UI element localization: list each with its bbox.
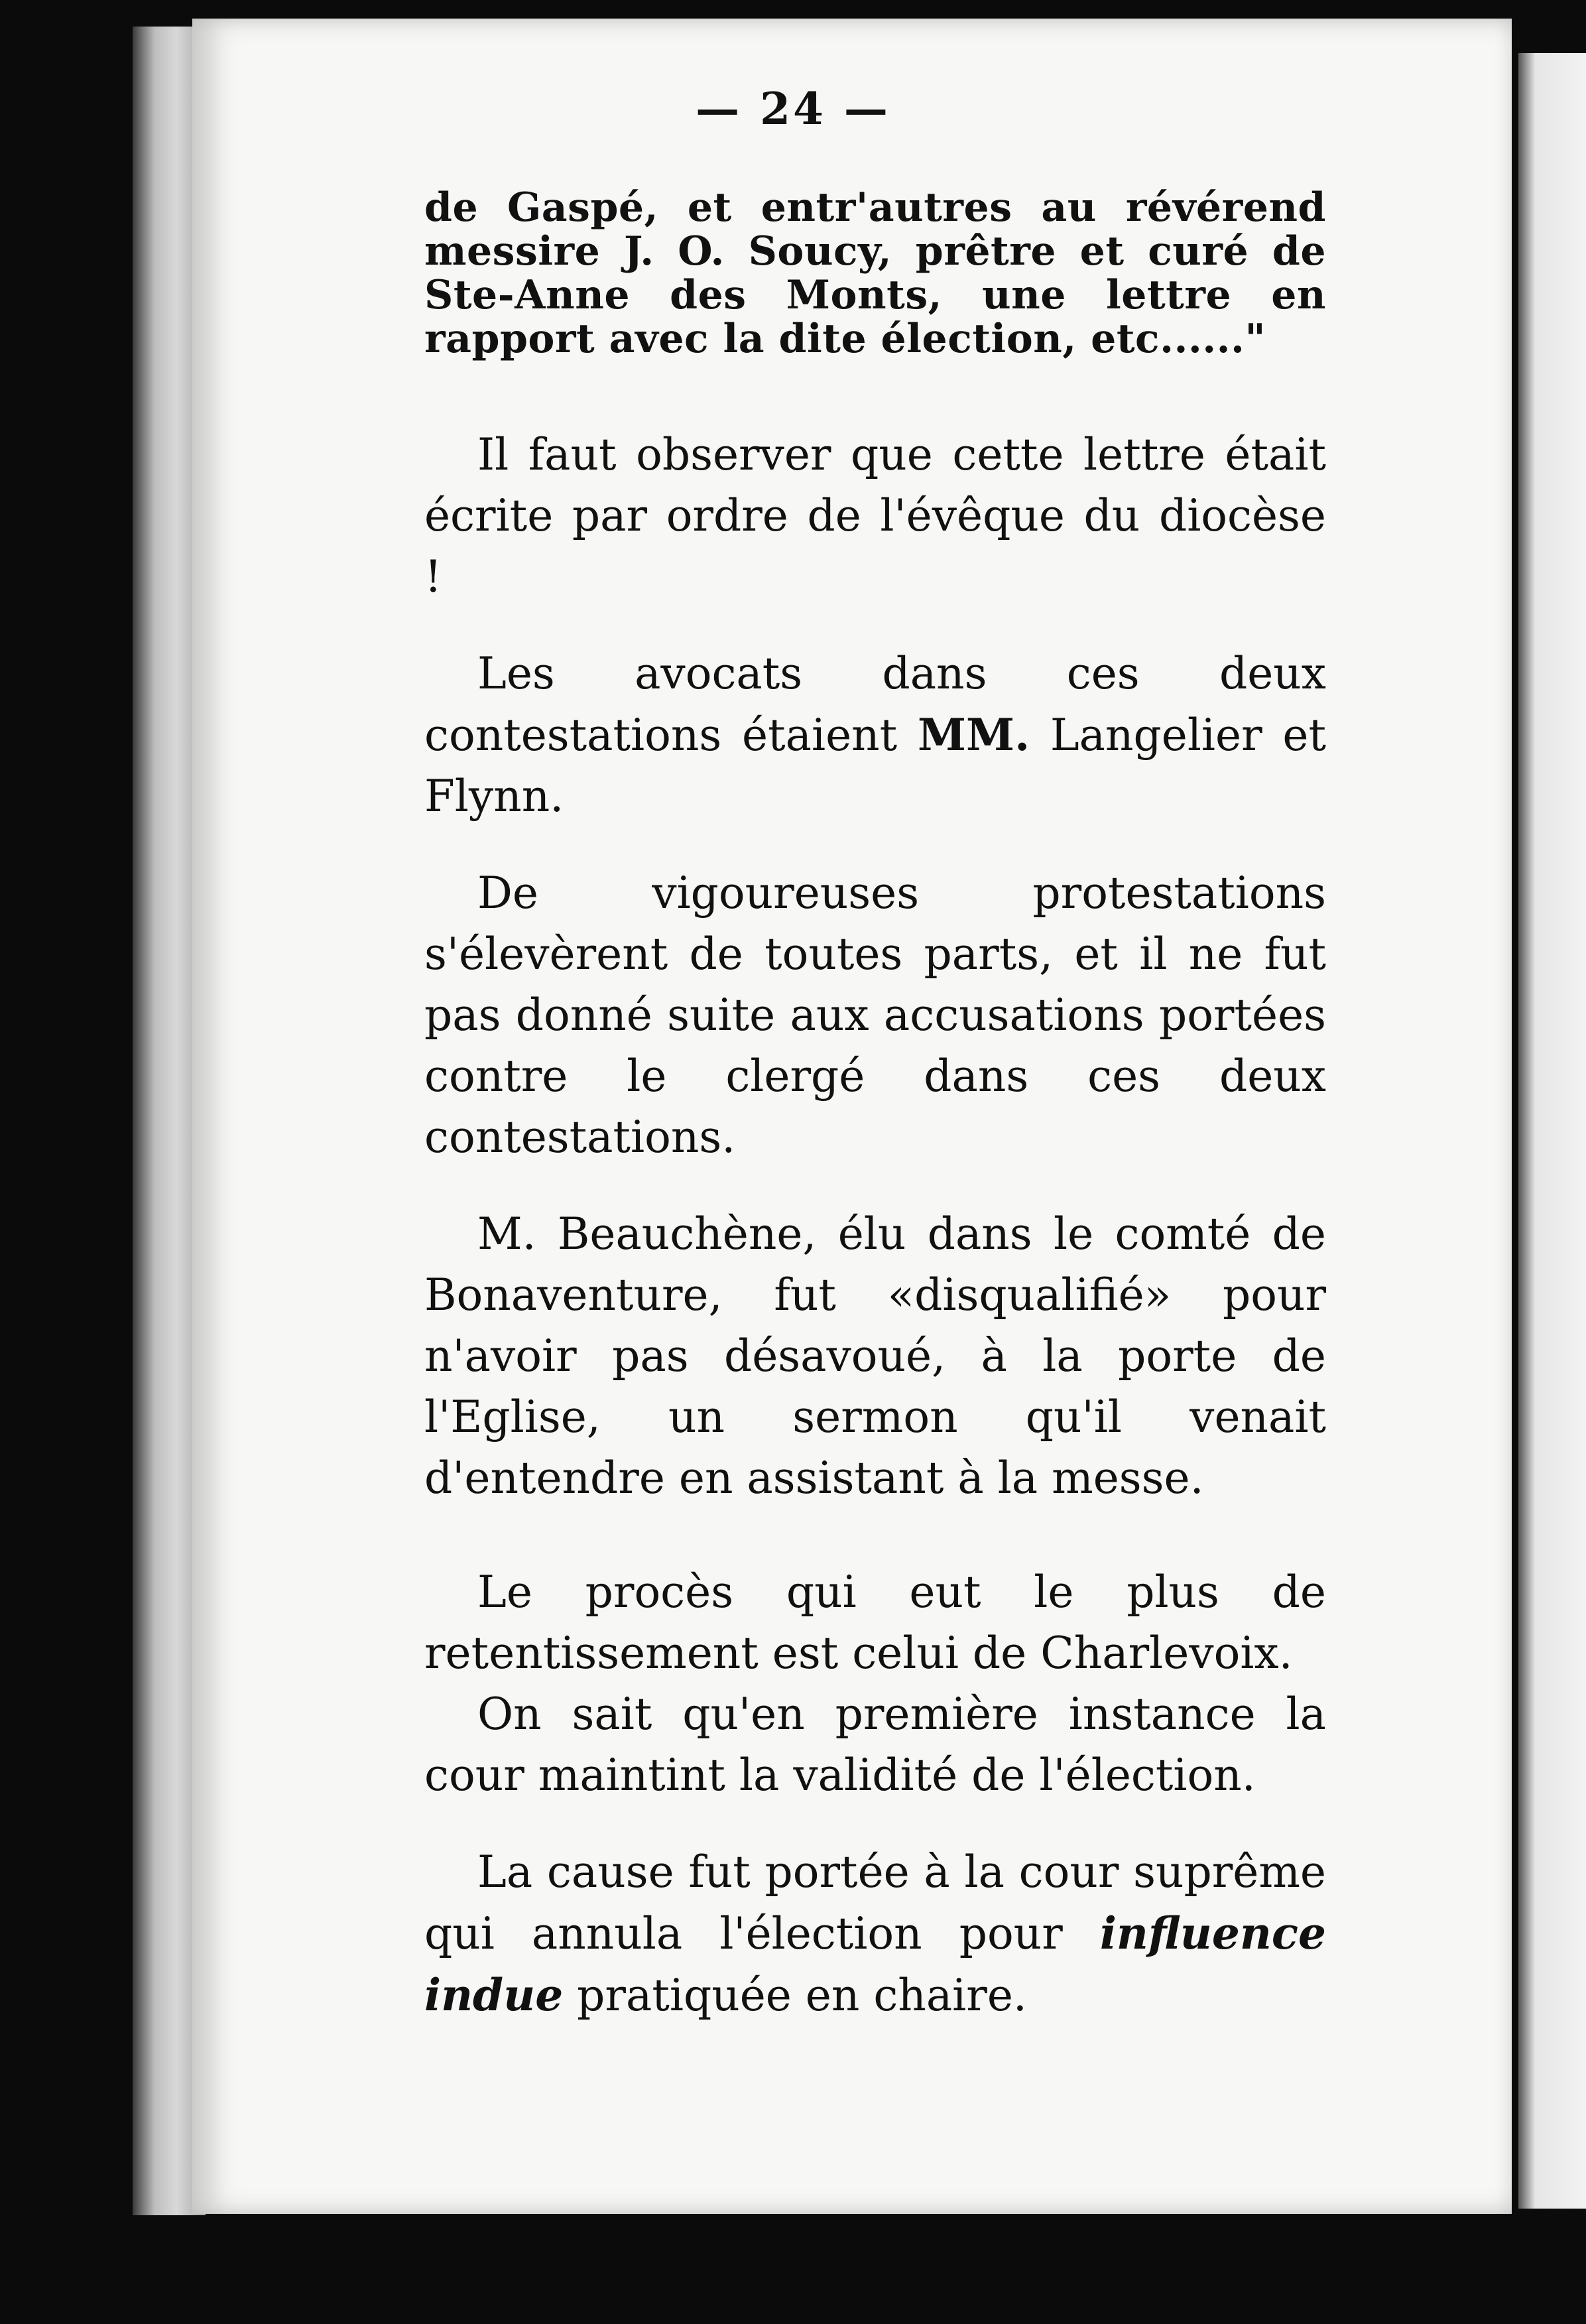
paragraph-2-part-c: Langelier et Flynn. xyxy=(424,710,1326,822)
paragraph-1-text: Il faut observer que cette lettre était écrite par ordre de l'évêque du diocèse ! xyxy=(424,429,1326,602)
paragraph-5 xyxy=(424,1562,1326,1684)
paragraph-2-part-a: Les avocats dans ces deux contestations étaient xyxy=(424,648,1326,761)
facing-page-edge xyxy=(1518,53,1586,2209)
page-number: — 24 — xyxy=(696,83,890,135)
paragraph-1 xyxy=(424,424,1326,608)
paragraph-7-part-a: La cause fut portée à la cour suprême qui annula l'élection pour xyxy=(424,1846,1326,1959)
paragraph-6-text: On sait qu'en première instance la cour maintint la validité de l'élection. xyxy=(424,1689,1326,1801)
paragraph-6 xyxy=(424,1684,1326,1806)
paragraph-4-text: M. Beauchène, élu dans le comté de Bonaventure, fut «disqualifié» pour n'avoir pas désavoué, à la porte de l'Eglise, un sermon qu'il venait d'entendre en assistant à la messe. xyxy=(424,1208,1326,1504)
paragraph-2-part-b: MM. xyxy=(917,709,1030,761)
paragraph-2-text xyxy=(424,643,1326,827)
quoted-passage: de Gaspé, et entr'autres au révérend messire J. O. Soucy, prêtre et curé de Ste-Anne des Monts, une lettre en rapport avec la dite élection, etc......" xyxy=(424,184,1326,362)
paragraph-5-text: Le procès qui eut le plus de retentissement est celui de Charlevoix. xyxy=(424,1567,1326,1679)
paragraph-4 xyxy=(424,1204,1326,1509)
paragraph-3-text: De vigoureuses protestations s'élevèrent de toutes parts, et il ne fut pas donné suite aux accusations portées contre le clergé dans ces deux contestations. xyxy=(424,868,1326,1163)
paragraph-2 xyxy=(424,643,1326,827)
paragraph-7-text xyxy=(424,1842,1326,2026)
paragraph-7-part-c: pratiquée en chaire. xyxy=(563,1970,1027,2021)
paragraph-7 xyxy=(424,1842,1326,2026)
paragraph-7-italic: influence indue xyxy=(424,1907,1326,2021)
paragraph-3 xyxy=(424,863,1326,1168)
body-text xyxy=(424,424,1326,2026)
